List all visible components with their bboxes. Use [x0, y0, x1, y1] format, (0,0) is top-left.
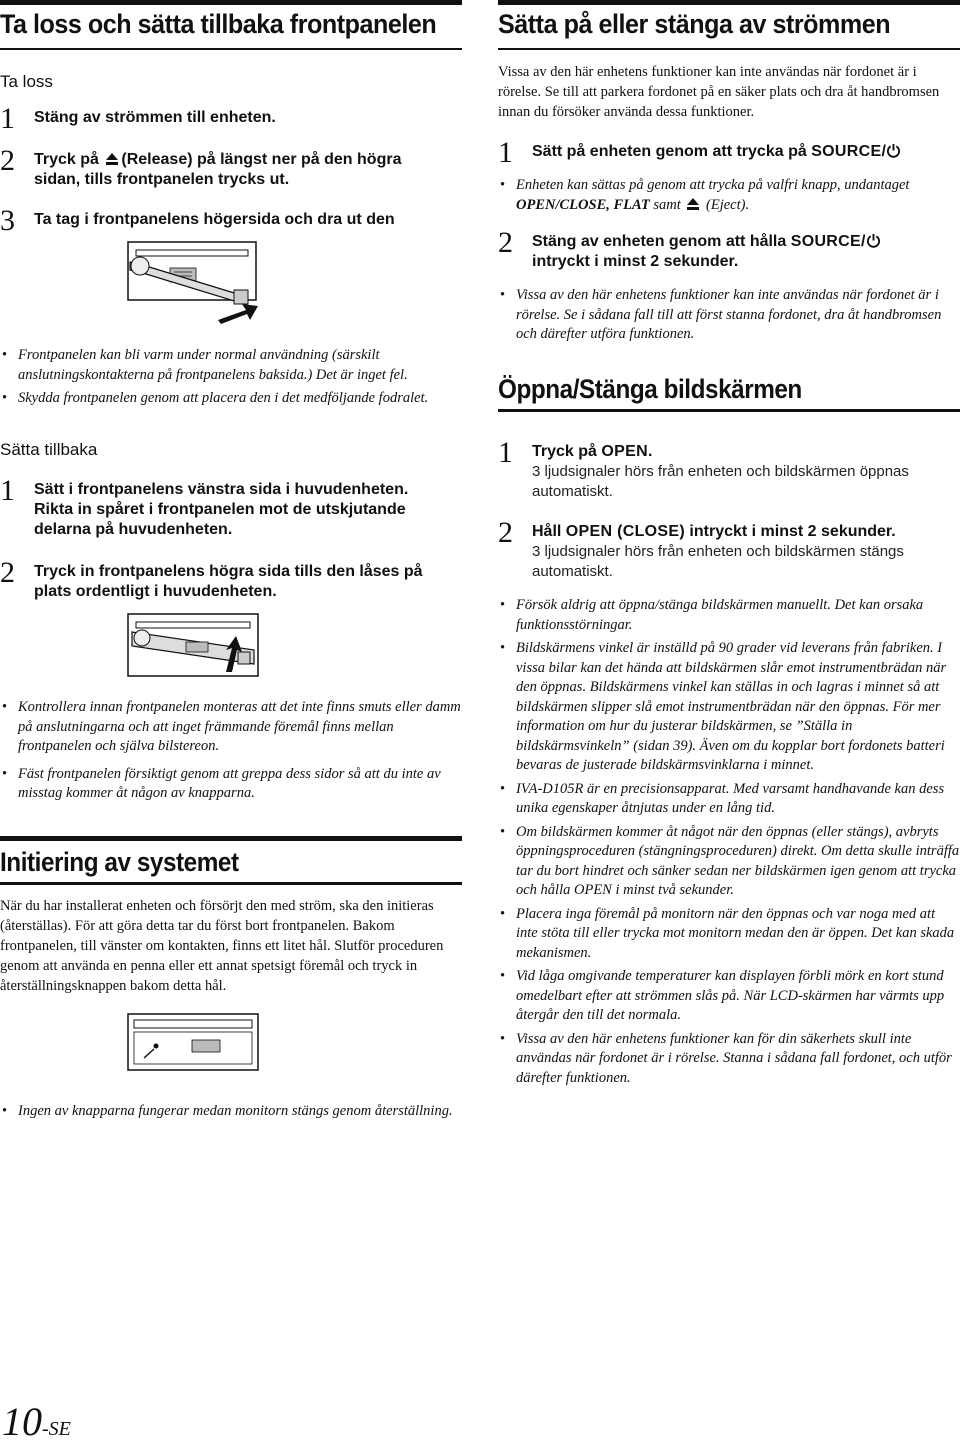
bullet: •: [500, 640, 506, 656]
note-text: Vissa av den här enhetens funktioner kan inte användas när fordonet är i rörelse. Se i sådana fall till att först stanna fordonet, dra åt handbromsen och därefter utföra funktionen.: [516, 287, 942, 342]
note-item: [0, 765, 462, 804]
note-text: Fäst frontpanelen försiktigt genom att greppa dess sidor så att du inte av misstag kommer åt någon av knapparna.: [18, 765, 441, 801]
source-key-label: SOURCE/: [811, 143, 887, 160]
note-item: [498, 596, 960, 635]
step-number: 2: [498, 226, 513, 259]
note-item: [0, 389, 462, 409]
note-item: [498, 823, 960, 901]
note-text: Försök aldrig att öppna/stänga bildskärmen manuellt. Det kan orsaka funktionsstörningar.: [516, 597, 924, 633]
attach-step-1: [0, 474, 462, 540]
bullet: •: [2, 390, 8, 406]
note-item: [0, 1102, 462, 1122]
remove-step-3: [0, 204, 462, 237]
attach-panel-illustration: [126, 612, 276, 692]
bullet: •: [2, 347, 8, 363]
note-text-b: OPEN/CLOSE, FLAT: [516, 196, 650, 213]
note-text: Vid låga omgivande temperaturer kan displayen förbli mörk en kort stund omedelbart efter att strömmen slås på. När LCD-skärmen har värmts upp återgår den till det normala.: [516, 968, 945, 1023]
step-text: [532, 142, 960, 162]
section-title-detach-text: Ta loss och sätta tillbaka frontpanelen: [0, 9, 437, 39]
init-notes: [0, 1102, 462, 1126]
bullet: •: [2, 699, 8, 715]
section-title-detach: [0, 0, 462, 50]
remove-step-1: [0, 102, 462, 135]
reset-illustration: [126, 1012, 276, 1074]
note-item: [498, 639, 960, 776]
step-text: [532, 442, 960, 462]
step-text: [34, 150, 434, 190]
step-number: 1: [498, 436, 513, 469]
step-subtext: 3 ljudsignaler hörs från enheten och bildskärmen stängs automatiskt.: [532, 543, 904, 580]
note-item: [498, 967, 960, 1026]
section-title-screen: [498, 374, 960, 412]
bullet: •: [2, 765, 8, 782]
note-text-d: (Eject).: [706, 196, 750, 213]
step-text: Tryck in frontpanelens högra sida tills den låses på plats ordentligt i huvudenheten.: [34, 563, 423, 600]
power-notes: [498, 286, 960, 349]
note-text: IVA-D105R är en precisionsapparat. Med varsamt handhavande kan dess unika egenskaper åtnjutas under en lång tid.: [516, 780, 945, 816]
section-title-power: [498, 0, 960, 50]
note-text: Bildskärmens vinkel är inställd på 90 grader vid leverans från fabriken. I vissa bilar kan det hända att bildskärmen slår emot instrumentbrädan när den öppnas. Bildskärmens vinkel kan ställas in och lagras i minnet så att bildskärmen slipper slå emot instrumentbrädan när den öppnas. För mer information om hur du justerar bildskärmen, se ”Ställa in bildskärmsvinkeln” (sidan 39). Även om du kopplar bort fordonets batteri bevaras de justerade bildskärmsvinklarna i minnet.: [516, 640, 947, 773]
subheading-remove: Ta loss: [0, 72, 53, 91]
page-number-suffix: -SE: [42, 1418, 71, 1440]
note-item: [498, 1030, 960, 1089]
step-text-a: Tryck på: [532, 443, 597, 460]
remove-panel-illustration: [126, 240, 276, 330]
attach-notes: [0, 698, 462, 808]
remove-step-2: [0, 144, 462, 190]
bullet: •: [500, 905, 506, 922]
note-item: [0, 698, 462, 757]
bullet: •: [500, 287, 506, 303]
bullet: •: [2, 1103, 8, 1119]
subheading-attach: Sätta tillbaka: [0, 440, 98, 459]
section-title-init-text: Initiering av systemet: [0, 847, 239, 877]
note-text: Kontrollera innan frontpanelen monteras att det inte finns smuts eller damm på anslutningarna och att inget främmande föremål finns mellan frontpanelen och själva bilstereon.: [18, 699, 461, 754]
step-text-a: Håll: [532, 523, 562, 540]
step-text-b: intryckt i minst 2 sekunder.: [532, 253, 739, 270]
step-number: 1: [0, 474, 15, 507]
step-text-a: Stäng av enheten genom att hålla: [532, 233, 787, 250]
power-icon: [886, 143, 901, 158]
step-number: 2: [0, 556, 15, 589]
step-number: 1: [498, 136, 513, 169]
step-text-b: (Release) på längst ner på den högra sidan, tills frontpanelen trycks ut.: [34, 151, 402, 188]
note-text: Frontpanelen kan bli varm under normal användning (särskilt anslutningskontakterna på frontpanelens baksida.) Det är inget fel.: [18, 347, 408, 383]
section-title-power-text: Sätta på eller stänga av strömmen: [498, 9, 891, 39]
eject-icon: [686, 197, 700, 211]
power-step-1: [498, 136, 960, 169]
screen-step-1: [498, 436, 960, 502]
step-text-a: Tryck på: [34, 151, 99, 168]
source-key-label: SOURCE/: [790, 233, 866, 250]
power-step-2: [498, 226, 960, 272]
step-number: 2: [498, 516, 513, 549]
page-number: [2, 1398, 71, 1445]
screen-notes: [498, 596, 960, 1092]
attach-step-2: [0, 556, 462, 602]
note-item: [498, 905, 960, 964]
step-subtext: 3 ljudsignaler hörs från enheten och bildskärmen öppnas automatiskt.: [532, 463, 909, 500]
bullet: •: [500, 597, 506, 613]
bullet: •: [500, 823, 506, 840]
page-number-value: 10: [2, 1399, 42, 1444]
eject-icon: [105, 152, 119, 166]
remove-notes: [0, 346, 462, 413]
step-text-a: Sätt på enheten genom att trycka på: [532, 143, 807, 160]
step-text: [532, 232, 960, 272]
left-column: [0, 0, 462, 1440]
step-text: Ta tag i frontpanelens högersida och dra ut den: [34, 211, 395, 228]
note-text: [516, 176, 960, 215]
note-item: [498, 780, 960, 819]
note-text-a: Enheten kan sättas på genom att trycka på valfri knapp, undantaget: [516, 177, 910, 193]
note-text: Ingen av knapparna fungerar medan monitorn stängs genom återställning.: [18, 1103, 453, 1119]
step-text: Sätt i frontpanelens vänstra sida i huvudenheten. Rikta in spåret i frontpanelen mot de utskjutande delarna på huvudenheten.: [34, 481, 409, 538]
step-number: 1: [0, 102, 15, 135]
open-close-key-label: OPEN (CLOSE): [565, 523, 685, 540]
note-text: Om bildskärmen kommer åt något när den öppnas (eller stängs), avbryts öppningsproceduren (stängningsproceduren) direkt. Om detta skulle inträffa tar du bort hindret och sänker sedan ner bildskärmen igen genom att trycka och hålla OPEN i minst två sekunder.: [516, 823, 960, 898]
bullet: •: [500, 177, 506, 193]
power-icon: [866, 233, 881, 248]
note-text: Vissa av den här enhetens funktioner kan för din säkerhets skull inte användas när fordonet är i rörelse. Stanna i sådana fall fordonet, och utför därefter funktionen.: [516, 1030, 952, 1086]
note-item: [0, 346, 462, 385]
screen-step-2: [498, 516, 960, 582]
power-intro: Vissa av den här enhetens funktioner kan inte användas när fordonet är i rörelse. Se till att parkera fordonet på en säker plats och dra åt handbromsen innan du försöker använda dessa funktioner.: [498, 64, 940, 120]
bullet: •: [500, 968, 506, 984]
note-text-c: samt: [653, 196, 681, 213]
step-text: Stäng av strömmen till enheten.: [34, 109, 276, 126]
step-text-b: intryckt i minst 2 sekunder.: [689, 523, 896, 540]
bullet: •: [500, 1030, 506, 1047]
step-text-b: .: [647, 443, 653, 460]
step-number: 3: [0, 204, 15, 237]
power-step-1-note: [498, 176, 960, 215]
bullet: •: [500, 780, 506, 797]
init-body: När du har installerat enheten och försörjt den med ström, ska den initieras (återställas). För att göra detta tar du först bort frontpanelen. Bakom frontpanelen, till vänster om kontakten, finns ett litet hål. Slutför proceduren genom att använda en penna eller ett annat spetsigt föremål och tryck in återställningsknappen bakom detta hål.: [0, 898, 444, 994]
step-text: [532, 522, 960, 542]
step-number: 2: [0, 144, 15, 177]
right-column: [498, 0, 960, 1440]
note-item: [498, 286, 960, 345]
section-title-init: [0, 836, 462, 885]
open-key-label: OPEN: [601, 443, 648, 460]
section-title-screen-text: Öppna/Stänga bildskärmen: [498, 374, 802, 404]
note-text: Placera inga föremål på monitorn när den öppnas och var noga med att inte stöta till eller trycka mot monitorn medan den är öppen. Det kan skada mekanismen.: [516, 905, 955, 961]
note-text: Skydda frontpanelen genom att placera den i det medföljande fodralet.: [18, 390, 429, 406]
